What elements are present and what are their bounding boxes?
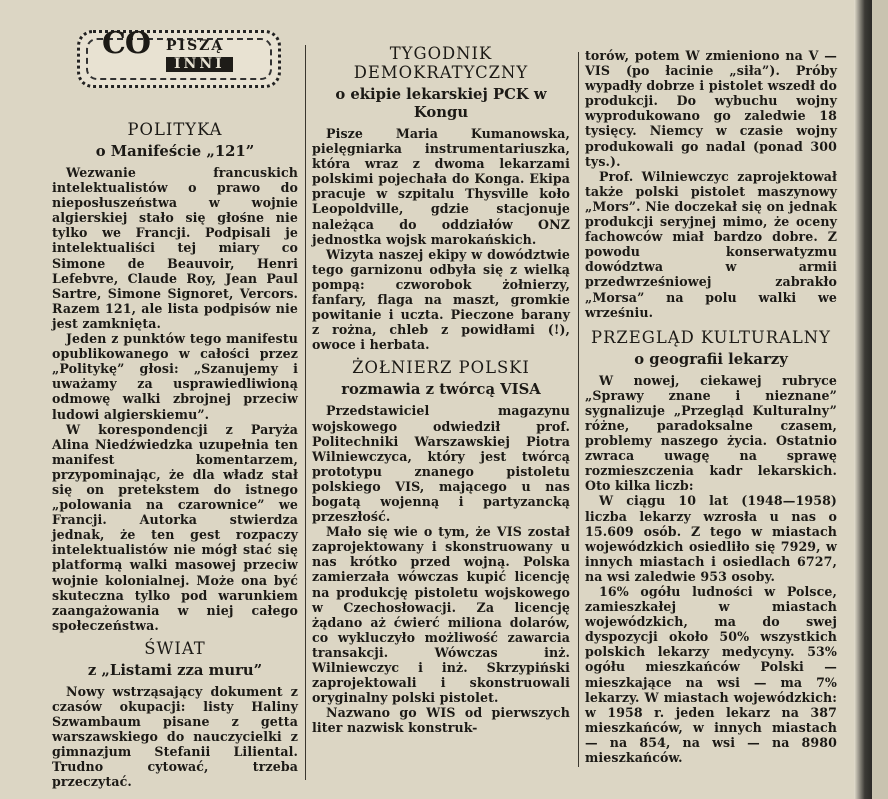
section-heading: POLITYKA (127, 120, 223, 139)
masthead-area (52, 0, 298, 86)
section-heading: ŚWIAT (144, 638, 206, 658)
masthead-co: CO (102, 26, 151, 61)
column-rule (578, 52, 579, 767)
paragraph: Wezwanie francuskich intelektualistów o prawo do nieposłuszeństwa w wojnie algierskiej stało się głośne nie tylko we Francji. Podpisali je intelektualiści tej miary co Simone de Beauvoir, Henri Lefebvre, Claude Roy, Jean Paul Sartre, Simone Signoret, Vercors. Razem 121, ale lista podpisów nie jest zamknięta. (52, 165, 298, 331)
column-2 (312, 0, 570, 735)
column-1 (52, 0, 298, 790)
section-subheading: rozmawia z twórcą VISA (341, 381, 541, 399)
column-rule (305, 45, 306, 780)
paragraph: torów, potem W zmieniono na V — VIS (po łacinie „siła”). Próby wypadły dobrze i pistolet wszedł do produkcji. Do wybuchu wojny wyprodukowano go zaledwie 18 tysięcy. Niemcy w czasie wojny produkowali go nadal (ponad 300 tys.). (585, 48, 837, 169)
column-3 (585, 0, 837, 765)
paragraph: Nazwano go WIS od pierwszych liter nazwisk konstruk- (312, 705, 570, 736)
paragraph: Pisze Maria Kumanowska, pielęgniarka instrumentariuszka, która wraz z dwoma lekarzami polskimi pojechała do Konga. Ekipa pracuje w szpitalu Thysville koło Leopoldville, gdzie stacjonuje należąca do oddziałów ONZ jednostka wojsk marokańskich. (312, 126, 570, 247)
section-heading: PRZEGLĄD KULTURALNY (591, 327, 831, 347)
section-subheading: z „Listami zza muru” (87, 661, 263, 679)
paragraph: W nowej, ciekawej rubryce „Sprawy znane i nieznane” sygnalizuje „Przegląd Kulturalny” różne, paradoksalne czasem, problemy naszego życia. Ostatnio zwraca uwagę na sprawę rozmieszczenia kadr lekarskich. Oto kilka liczb: (585, 372, 837, 494)
masthead-pisza: PISZĄ (166, 38, 225, 54)
paragraph: Jeden z punktów tego manifestu opublikowanego w całości przez „Politykę” głosi: „Szanujemy i uważamy za usprawiedliwioną odmowę walki zbrojnej przeciw ludowi algierskiemu”. (52, 331, 298, 422)
paragraph: Mało się wie o tym, że VIS został zaprojektowany i skonstruowany u nas krótko przed wojną. Polska zamierzała wówczas kupić licencję na produkcję pistoletu wojskowego w Czechosłowacji. Za licencję żądano aż ćwierć miliona dolarów, co wykluczyło możliwość zawarcia transakcji. Wówczas inż. Wilniewczyc i inż. Skrzypiński zaprojektowali i skonstruowali oryginalny polski pistolet. (312, 524, 570, 706)
paragraph: 16% ogółu ludności w Polsce, zamieszkałej w miastach wojewódzkich, ma do swej dyspozycji około 50% wszystkich polskich lekarzy medycyny. 53% ogółu mieszkańców Polski — mieszkające na wsi — ma 7% lekarzy. W miastach wojewódzkich: w 1958 r. jeden lekarz na 387 mieszkańców, w innych miastach — na 854, na wsi — na 8980 mieszkańców. (585, 584, 837, 766)
paragraph: Przedstawiciel magazynu wojskowego odwiedził prof. Politechniki Warszawskiej Piotra Wilniewczyca, który jest twórcą prototypu znanego pistoletu polskiego VIS, mającego u nas bogatą wojenną i partyzancką przeszłość. (312, 403, 570, 525)
masthead-inni: INNI (166, 57, 233, 72)
paragraph: Wizyta naszej ekipy w dowództwie tego garnizonu odbyła się z wielką pompą: czworobok żołnierzy, fanfary, flaga na maszt, gromkie powitanie i uczta. Pieczone barany z rożna, chleb z powidłami (!), owoce i herbata. (312, 246, 570, 353)
section-subheading: o ekipie lekarskiej PCK w Kongu (335, 86, 547, 121)
paragraph: W korespondencji z Paryża Alina Niedźwiedzka uzupełnia ten manifest komentarzem, przypominając, że dla władz stał się on pretekstem do istnego „polowania na czarownice” we Francji. Autorka stwierdza jednak, że ten gest rozpaczy intelektualistów nie mógł stać się platformą walki masowej przeciw wojnie kolonialnej. Może ona być skuteczna tylko pod warunkiem zaangażowania w niej całego społeczeństwa. (52, 421, 298, 633)
paragraph: W ciągu 10 lat (1948—1958) liczba lekarzy wzrosła u nas o 15.609 osób. Z tego w miastach wojewódzkich osiedliło się 7929, w innych miastach i osiedlach 6727, na wsi zaledwie 953 osoby. (585, 493, 837, 584)
paragraph: Prof. Wilniewczyc zaprojektował także polski pistolet maszynowy „Mors”. Nie doczekał się on jednak produkcji seryjnej mimo, że oceny fachowców miał bardzo dobre. Z powodu konserwatyzmu dowództwa w armii przedwrześniowej zabrakło „Morsa” na polu walki we wrześniu. (585, 168, 837, 320)
section-heading: TYGODNIK DEMOKRATYCZNY (353, 44, 529, 82)
masthead-badge (77, 26, 281, 88)
section-subheading: o Manifeście „121” (95, 143, 255, 160)
section-heading: ŻOŁNIERZ POLSKI (352, 358, 530, 378)
section-subheading: o geografii lekarzy (634, 350, 788, 368)
paragraph: Nowy wstrząsający dokument z czasów okupacji: listy Haliny Szwambaum pisane z getta warszawskiego do nauczycielki z gimnazjum Stefanii Liliental. Trudno cytować, trzeba przeczytać. (52, 683, 298, 790)
page-edge-shadow (854, 0, 872, 799)
